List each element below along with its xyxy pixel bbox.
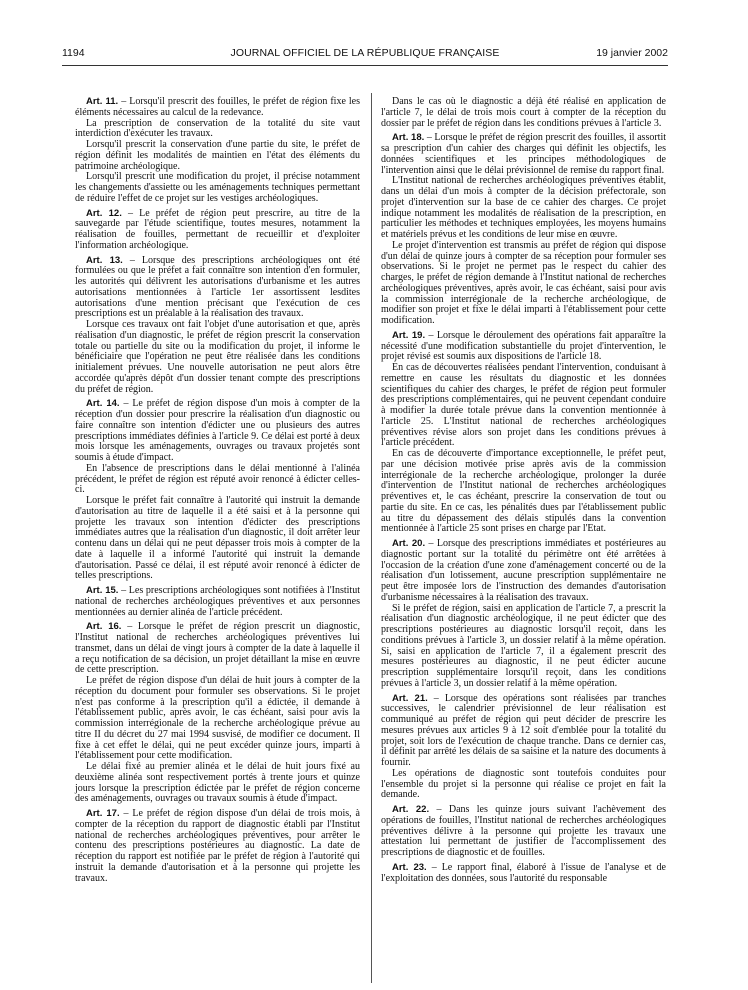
paragraph-text: Lorsqu'il prescrit une modification du projet, il précise notamment les changements d'assiette ou les aménagements techniques permettant de réduire l'effet de ce projet sur les vestiges archéologiques. [75,171,360,204]
paragraph [75,399,360,464]
paragraph-text: La prescription de conservation de la totalité du site vaut interdiction d'exécuter les travaux. [75,117,360,140]
paragraph-text: – Les prescriptions archéologiques sont notifiées à l'Institut national de recherches archéologiques préventives et aux personnes mentionnées au dernier alinéa de l'article précédent. [75,585,360,618]
paragraph-text: – Le préfet de région dispose d'un délai de trois mois, à compter de la réception du rapport de diagnostic établi par l'Institut national de recherches archéologiques préventives, pour arrêter le contenu des prescriptions postérieures au diagnostic. La date de réception du rapport est notifiée par le préfet de région à l'autorité qui instruit la demande d'autorisation et à la personne qui projette les travaux. [75,808,360,884]
paragraph-text: – Lorsque le déroulement des opérations fait apparaître la nécessité d'une modification substantielle du projet d'intervention, le projet révisé est soumis aux dispositions de l'article 18. [381,329,666,363]
article-label: Art. 12. [86,207,122,219]
header-rule [62,65,668,66]
paragraph [381,769,666,801]
column-divider [371,93,372,983]
paragraph-text: – Lorsqu'il prescrit des fouilles, le préfet de région fixe les éléments nécessaires au calcul de la redevance. [75,96,361,118]
paragraph [75,320,360,395]
paragraph [381,97,666,129]
paragraph-text: En cas de découvertes réalisées pendant l'intervention, conduisant à remettre en cause les résultats du diagnostic et les données scientifiques du cahier des charges, le préfet de région peut formuler des prescriptions complémentaires, qui ne peuvent cependant conduire à modifier la durée totale prévue dans la convention mentionnée à l'article 25. L'Institut national de recherches archéologiques préventives révise alors son projet dans les conditions prévues à l'article précédent. [381,362,666,449]
article-label: Art. 23. [392,861,427,873]
journal-title: JOURNAL OFFICIEL DE LA RÉPUBLIQUE FRANÇAISE [230,47,500,59]
paragraph-text: Le projet d'intervention est transmis au préfet de région qui dispose d'un délai de quinze jours à compter de sa réception pour formuler ses observations. Si le projet ne permet pas le respect du cahier des charges, le préfet de région demande à l'Institut national de recherches archéologiques préventives, après avoir, le cas échéant, saisi pour avis la commission interrégionale de la recherche archéologique, de modifier son projet et fixe le délai imparti à l'établissement pour cette modification. [381,239,666,326]
article-label: Art. 18. [392,132,425,144]
paragraph [381,363,666,449]
paragraph [75,622,360,676]
paragraph [75,140,360,172]
paragraph [381,805,666,859]
paragraph [381,604,666,690]
article-label: Art. 16. [86,621,122,633]
page-number: 1194 [62,47,85,59]
paragraph [75,209,360,252]
paragraph-text: Dans le cas où le diagnostic a déjà été réalisé en application de l'article 7, le délai de trois mois court à compter de la réception du dossier par le préfet de région dans les conditions prévues à l'article 3. [381,96,666,129]
paragraph-text: Lorsque le préfet fait connaître à l'autorité qui instruit la demande d'autorisation au titre de laquelle il a été saisi et à la personne qui projette les travaux son intention d'édicter des prescriptions immédiates autres que la réalisation d'un diagnostic, il doit arrêter leur contenu dans un délai qui ne peut dépasser trois mois à compter de la date à laquelle il a informé l'autorité qui instruit la demande d'autorisation. Passé ce délai, il est réputé avoir renoncé à édicter de telles prescriptions. [75,495,360,582]
paragraph-text: Le préfet de région dispose d'un délai de huit jours à compter de la réception du document pour formuler ses observations. Si le projet n'est pas conforme à la prescription qu'il a édictée, il demande à l'établissement public, après avoir, le cas échéant, saisi pour avis la commission interrégionale de la recherche archéologique prévue au titre II du décret du 27 mai 1994 susvisé, de modifier ce document. Il fixe à cet effet le délai, qui ne peut excéder quinze jours, imparti à l'établissement pour cette modification. [75,675,360,762]
article-label: Art. 22. [392,804,430,815]
paragraph-text: Lorsqu'il prescrit la conservation d'une partie du site, le préfet de région définit les modalités de maintien en l'état des éléments du patrimoine archéologique. [75,139,360,172]
paragraph-text: – Lorsque des prescriptions archéologiques ont été formulées ou que le préfet a fait connaître son intention d'en formuler, les autorités qui délivrent les autorisations d'urbanisme et les autres autorisations mentionnées à l'article 1er assortissent lesdites autorisations d'une mention précisant que l'exécution de ces prescriptions est un préalable à la réalisation des travaux. [75,254,360,320]
paragraph-text: – Le préfet de région dispose d'un mois à compter de la réception d'un dossier pour prescrire la réalisation d'un diagnostic ou faire connaître son intention d'édicter une ou plusieurs des autres prescriptions immédiates définies à l'article 9. Ce délai est porté à deux mois lorsque les aménagements, ouvrages ou travaux projetés sont soumis à étude d'impact. [75,398,360,463]
article-label: Art. 14. [86,398,120,410]
paragraph [75,97,360,119]
paragraph-text: Le délai fixé au premier alinéa et le délai de huit jours fixé au deuxième alinéa sont respectivement portés à trente jours et quinze jours lorsque la prescription édictée par le préfet de région concerne des aménagements, ouvrages ou travaux soumis à étude d'impact. [75,761,360,805]
paragraph [381,449,666,535]
paragraph [381,133,666,176]
right-column [381,97,666,884]
paragraph-text: – Lorsque le préfet de région prescrit un diagnostic, l'Institut national de recherches archéologiques préventives lui transmet, dans un délai de vingt jours à compter de la date à laquelle il a reçu notification de sa décision, un projet détaillant la mise en œuvre de cette prescription. [75,621,360,676]
paragraph [75,172,360,204]
paragraph [75,586,360,618]
paragraph-text: – Dans les quinze jours suivant l'achèvement des opérations de fouilles, l'Institut national de recherches archéologiques préventives délivre à la personne qui projette les travaux une attestation lui permettant de justifier de l'accomplissement des prescriptions de diagnostic et de fouilles. [381,804,666,858]
paragraph-text: – Lorsque le préfet de région prescrit des fouilles, il assortit sa prescription d'un cahier des charges qui définit les objectifs, les données scientifiques et les principes méthodologiques de l'intervention ainsi que le délai prévisionnel de remise du rapport final. [381,132,666,176]
paragraph [75,496,360,582]
paragraph-text: – Le rapport final, élaboré à l'issue de l'analyse et de l'exploitation des données, sous l'autorité du responsable [381,861,666,884]
paragraph [381,694,666,769]
paragraph [75,809,360,884]
paragraph [75,256,360,321]
publication-date: 19 janvier 2002 [596,47,668,59]
paragraph [75,676,360,762]
paragraph [381,241,666,327]
paragraph [381,863,666,885]
paragraph-text: En cas de découverte d'importance exceptionnelle, le préfet peut, par une décision motivée prise après avis de la commission interrégionale de la recherche archéologique, prolonger la durée d'intervention de l'Institut national de recherches archéologiques préventives et, le cas échéant, prescrire la conservation de tout ou partie du site. En ce cas, les pénalités dues par l'établissement public au titre du dépassement des délais stipulés dans la convention mentionnée à l'article 25 sont prises en charge par l'Etat. [381,448,666,535]
paragraph-text: Les opérations de diagnostic sont toutefois conduites pour l'ensemble du projet si la personne qui réalise ce projet en fait la demande. [381,767,666,801]
paragraph [381,176,666,241]
article-label: Art. 19. [392,329,426,341]
paragraph [75,119,360,141]
paragraph-text: Lorsque ces travaux ont fait l'objet d'une autorisation et que, après réalisation d'un diagnostic, le préfet de région prescrit la conservation totale ou partielle du site ou la modification du projet, il informe le bénéficiaire que l'opération ne peut être réalisée dans les conditions initialement prévues. Une nouvelle autorisation ne peut alors être accordée qu'après dépôt d'un dossier tenant compte des prescriptions du préfet de région. [75,319,360,395]
paragraph-text: En l'absence de prescriptions dans le délai mentionné à l'alinéa précédent, le préfet de région est réputé avoir renoncé à édicter celles-ci. [75,462,360,496]
paragraph-text: – Lorsque des opérations sont réalisées par tranches successives, le calendrier prévisionnel de leur réalisation est communiqué au préfet de région qui peut décider de prescrire les mesures prévues aux articles 9 à 12 soit d'emblée pour la totalité du projet, soit lors de l'exécution de chaque tranche. Dans ce dernier cas, il définit par arrêté les délais de sa saisine et la nature des documents à fournir. [381,692,666,768]
paragraph [75,464,360,496]
article-label: Art. 21. [392,692,428,704]
paragraph [381,539,666,604]
article-label: Art. 13. [86,254,123,266]
paragraph-text: – Lorsque des prescriptions immédiates et postérieures au diagnostic portant sur la totalité du périmètre ont été arrêtées à l'occasion de la création d'une zone d'aménagement concerté ou de la réalisation d'un lotissement, aucune prescription supplémentaire ne peut être imposée lors de l'instruction des demandes d'autorisation d'urbanisme nécessaires à la réalisation des travaux. [381,538,666,603]
page-header [62,47,668,63]
paragraph [75,762,360,805]
article-label: Art. 15. [86,585,119,596]
article-label: Art. 17. [86,808,120,819]
paragraph-text: – Le préfet de région peut prescrire, au titre de la sauvegarde par l'étude scientifique, toutes mesures, notamment la réalisation de fouilles, permettant de recueillir et d'exploiter l'information archéologique. [75,207,360,251]
paragraph [381,331,666,363]
left-column [75,97,360,884]
paragraph-text: L'Institut national de recherches archéologiques préventives établit, dans un délai d'un mois à compter de la décision préfectorale, son projet d'intervention sur la base de ce cahier des charges. Ce projet indique notamment les modalités de réalisation de la prescription, en particulier les méthodes et techniques employées, les moyens humains et matériels prévus et les conditions de leur mise en œuvre. [381,175,666,240]
paragraph-text: Si le préfet de région, saisi en application de l'article 7, a prescrit la réalisation d'un diagnostic archéologique, il ne peut édicter que des prescriptions postérieures au diagnostic lorsqu'il reçoit, dans les conditions prévues à l'article 3, un dossier relatif à la même opération. Si, saisi en application de l'article 7, il a également prescrit des mesures postérieures au diagnostic, il ne peut édicter aucune prescription supplémentaire lorsqu'il reçoit, dans les conditions prévues à l'article 3, un dossier relatif à la même opération. [381,602,666,689]
article-label: Art. 11. [86,96,119,107]
article-label: Art. 20. [392,538,426,549]
